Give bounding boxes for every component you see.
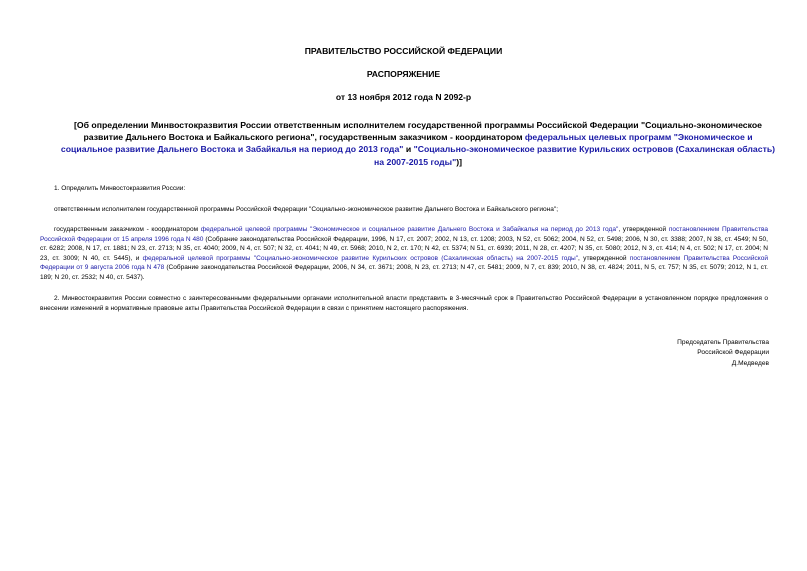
document-date-number: от 13 ноября 2012 года N 2092-р — [335, 92, 472, 102]
p3-text-e: (Собрание законодательства Российской Федерации, 2006, N 34, ст. 3671; 2008, N 23, ст. 2713; N 47, ст. 5481; 2009, N 7, ст. 839; 2010, N 38, ст. 4824; 2011, N 5, ст. 757; N 35, ст. 5079; 2012, N 1, ст. 189; N 20, ст. 2532; N 40, ст. 5437). — [40, 264, 769, 281]
title-text-2: и — [403, 144, 414, 155]
paragraph-2: ответственным исполнителем государственной программы Российской Федерации "Социально-экономическое развитие Дальнего Востока и Байкальского региона"; — [54, 206, 559, 213]
document-type: РАСПОРЯЖЕНИЕ — [366, 69, 441, 79]
p3-text-c: (Собрание законодательства Российской Федерации, 1996, N 17, ст. 2007; 2002, N 13, ст. 1208; 2003, N 52, ст. 5062; 2004, N 52, ст. 5498; 2006, N 30, ст. 3388; 2007, N 38, ст. 4549; N 50, ст. 6282; 2008, N 17, ст. 1881; N 23, ст. 2713; N 35, ст. 4040; 2009, N 4, ст. 507; N 32, ст. 4041; N 49, ст. 5968; 2010, N 2, ст. 170; N 42, ст. 5374; N 51, ст. 6939; 2011, N 28, ст. 4207; N 35, ст. 5080; 2012, N 3, ст. 414; N 4, ст. 502; N 17, ст. 2004; N 23, ст. 3009; N 40, ст. 5445), и — [40, 235, 768, 262]
p3-link-resolution-480[interactable]: постановлением Правительства Российской Федерации от 15 апреля 1996 года N 480 — [40, 226, 768, 243]
p3-text-d: , утвержденной — [578, 254, 630, 262]
title-text-1: [Об определении Минвостокразвития России ответственным исполнителем государственной программы Российской Федерации "Социально-экономическое развитие Дальнего Востока и Байкальского региона", государственным заказчиком - координатором — [74, 120, 762, 143]
document-title — [58, 119, 778, 168]
title-link-federal-programs[interactable]: федеральных целевых программ "Экономическое и социальное развитие Дальнего Востока и Забайкалья на период до 2013 года" — [60, 132, 753, 155]
title-text-3: )] — [456, 156, 462, 167]
title-link-kuril-program[interactable]: "Социально-экономическое развитие Курильских островов (Сахалинская область) на 2007-2015 годы" — [374, 144, 776, 167]
signature-line-2: Российской Федерации — [697, 349, 769, 357]
p3-link-far-east-program[interactable]: федеральной целевой программы "Экономическое и социальное развитие Дальнего Востока и Забайкалья на период до 2013 года" — [200, 226, 619, 233]
p3-link-kuril-program[interactable]: федеральной целевой программы "Социально-экономическое развитие Курильских островов (Сахалинская область) на 2007-2015 годы" — [142, 254, 579, 262]
government-heading: ПРАВИТЕЛЬСТВО РОССИЙСКОЙ ФЕДЕРАЦИИ — [304, 46, 503, 56]
p3-text-b: , утвержденной — [618, 226, 669, 233]
paragraph-3 — [40, 225, 768, 283]
p3-text-a: государственным заказчиком - координатором — [54, 226, 201, 233]
signature-line-1: Председатель Правительства — [677, 339, 769, 346]
paragraph-1: 1. Определить Минвостокразвития России: — [54, 185, 186, 192]
paragraph-4: 2. Минвостокразвития России совместно с заинтересованными федеральными органами исполнительной власти представить в 3-месячный срок в Правительство Российской Федерации в установленном порядке предложения о внесении изменений в нормативные правовые акты Правительства Российской Федерации в связи с принятием настоящего распоряжения. — [40, 295, 768, 312]
p3-link-resolution-478[interactable]: постановлением Правительства Российской Федерации от 9 августа 2006 года N 478 — [40, 254, 768, 272]
signature-line-3: Д.Медведев — [731, 359, 769, 367]
signature-block — [677, 338, 769, 369]
